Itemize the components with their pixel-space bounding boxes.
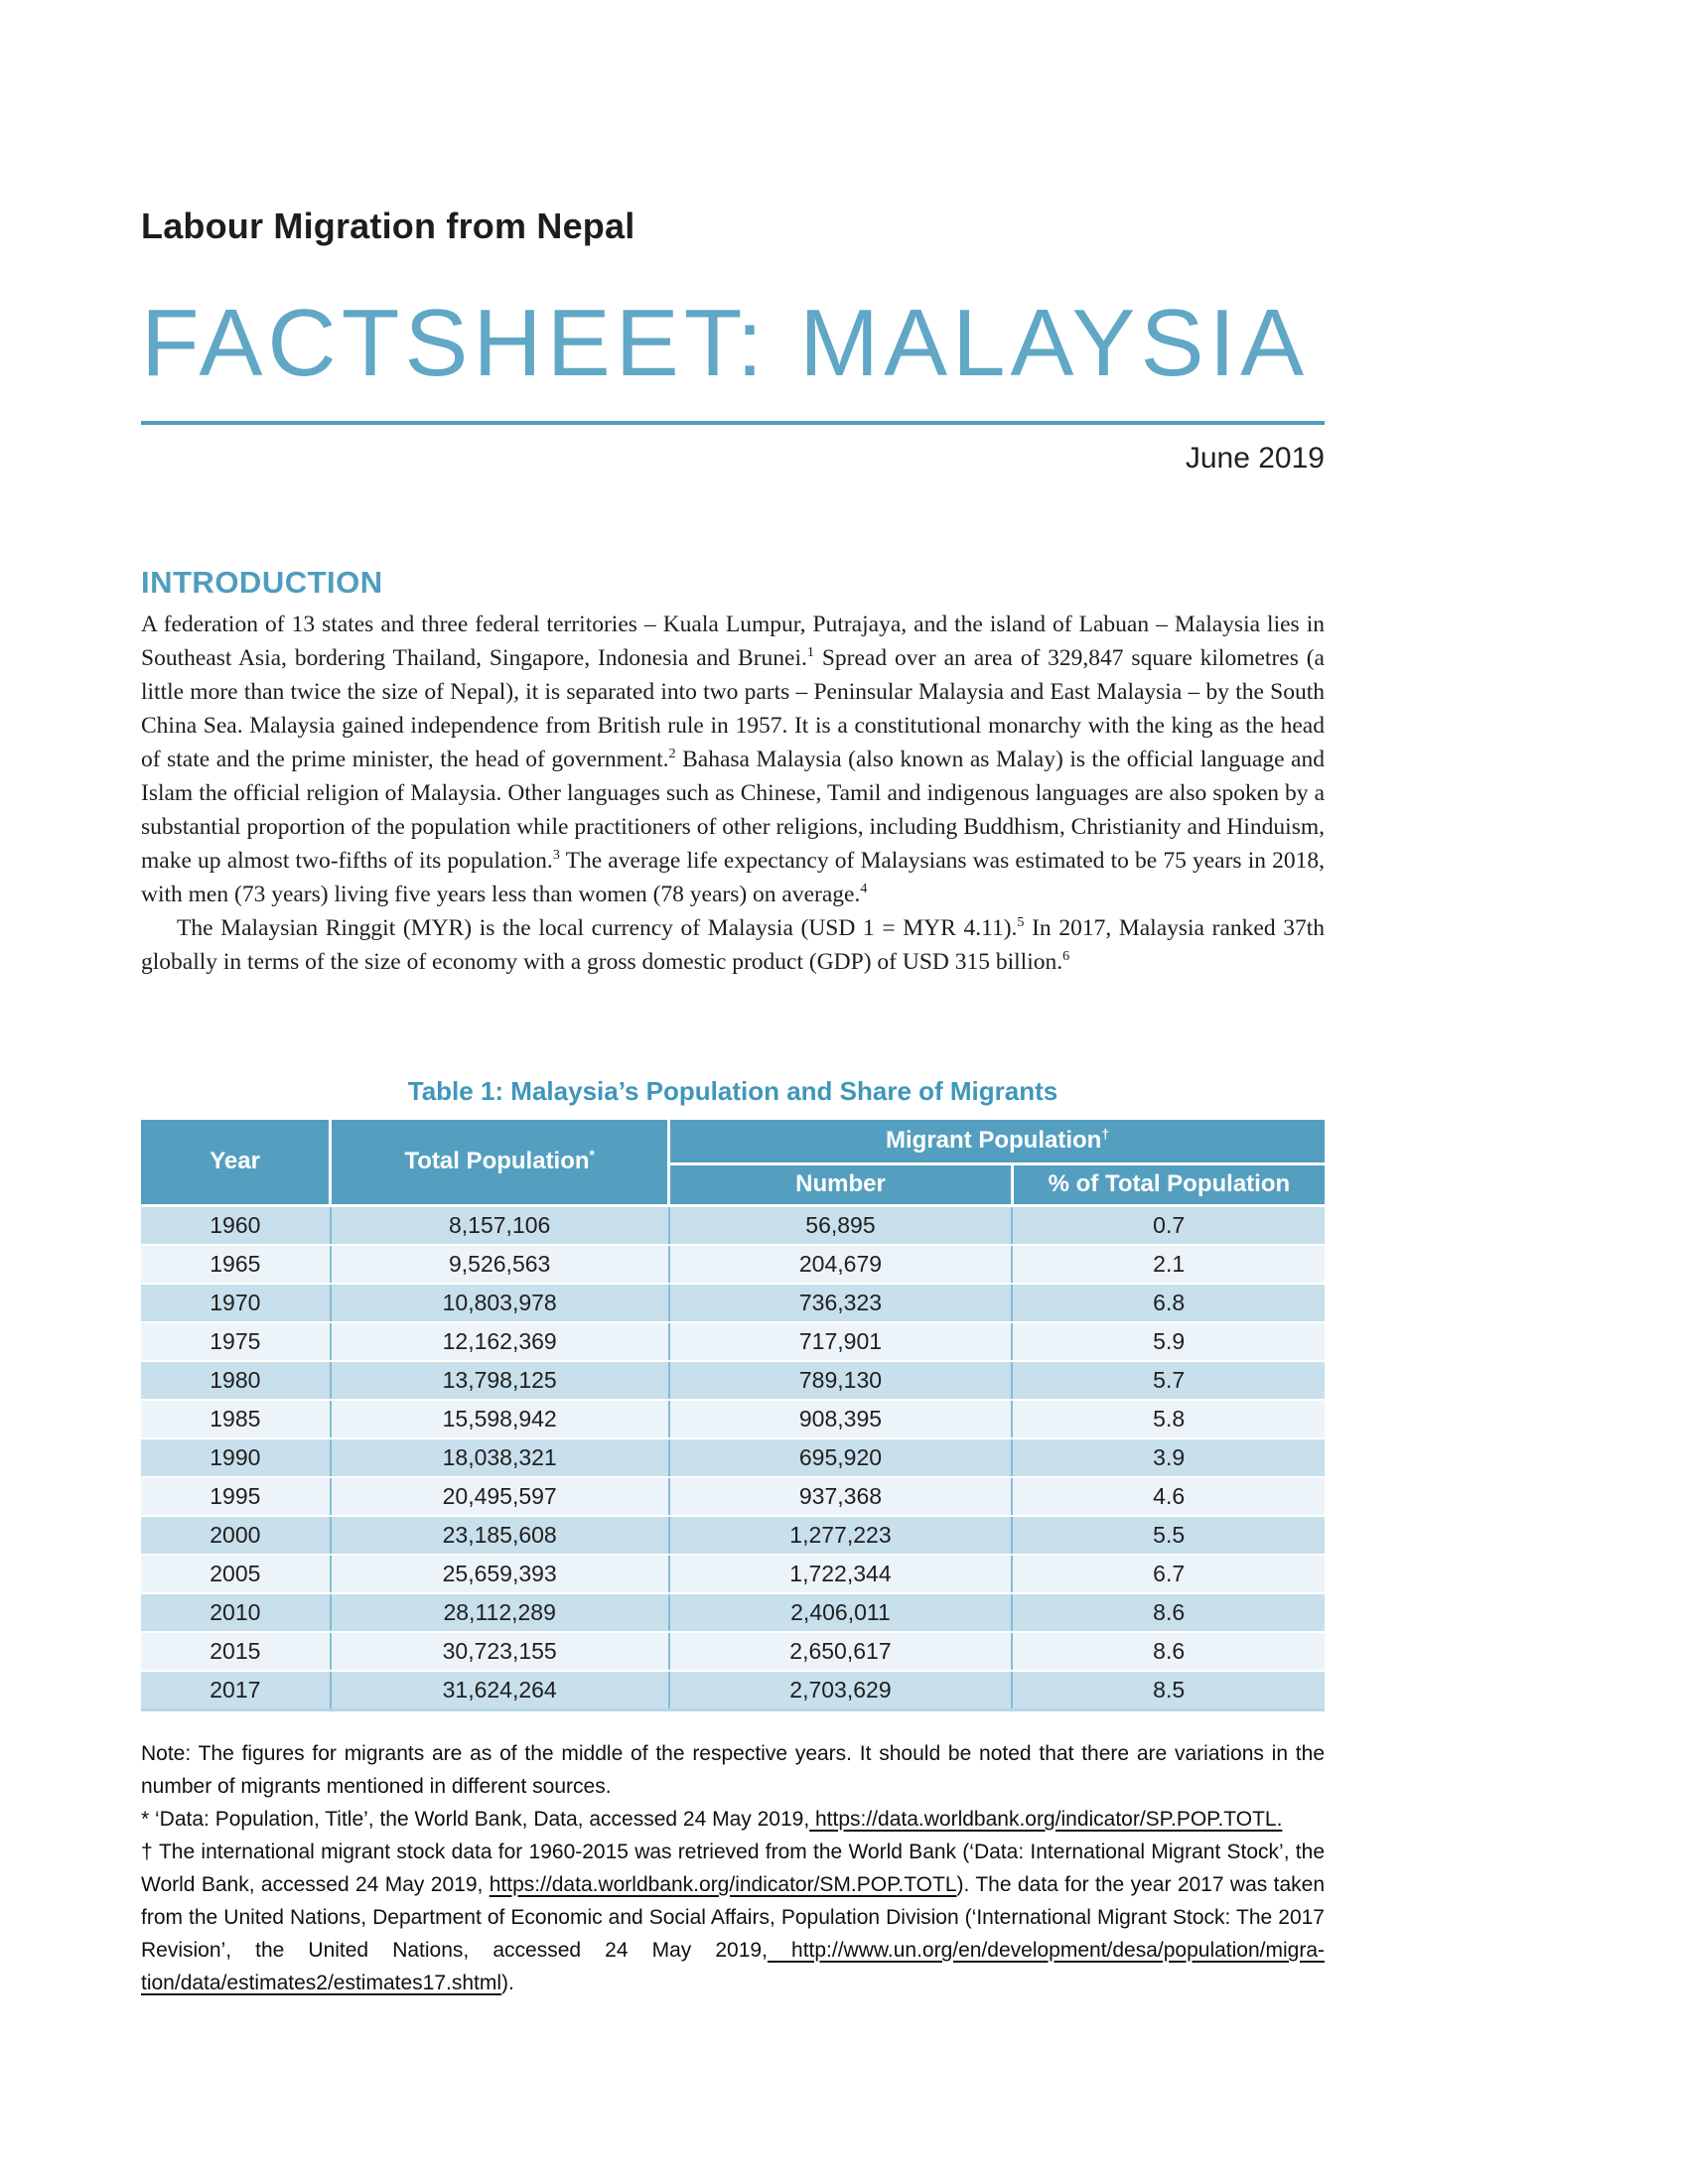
table-cell: 1960 (141, 1205, 331, 1245)
table-cell: 10,803,978 (331, 1284, 669, 1322)
intro-paragraph: The Malaysian Ringgit (MYR) is the local currency of Malaysia (USD 1 = MYR 4.11).$^5$ In 2017, Malaysia ranked 37th globally in terms of the size of economy with a gross domestic product (GDP) of USD 315 billion.$^6$ (141, 914, 1325, 975)
table-cell: 2,650,617 (669, 1632, 1013, 1671)
table-cell: 1,722,344 (669, 1555, 1013, 1593)
footnote-ref: 4 (860, 881, 868, 897)
table-cell: 908,395 (669, 1400, 1013, 1438)
table-cell: 1,277,223 (669, 1516, 1013, 1555)
table-cell: 5.5 (1012, 1516, 1325, 1555)
table-row (141, 1322, 1325, 1361)
dagger-footnote-marker: † (1101, 1126, 1110, 1143)
table-cell: 736,323 (669, 1284, 1013, 1322)
table-row (141, 1555, 1325, 1593)
table-cell: 2005 (141, 1555, 331, 1593)
table-cell: 9,526,563 (331, 1245, 669, 1284)
col-header-total-population (331, 1120, 669, 1205)
table-cell: 1975 (141, 1322, 331, 1361)
table-cell: 4.6 (1012, 1477, 1325, 1516)
table-cell: 20,495,597 (331, 1477, 669, 1516)
url-link[interactable]: https://data.worldbank.org/indicator/SM.POP.TOTL (489, 1872, 957, 1896)
page-title: FACTSHEET: MALAYSIA (141, 290, 1310, 396)
col-header-migrant-population-label: Migrant Population (886, 1127, 1102, 1155)
intro-paragraph: A federation of 13 states and three federal territories – Kuala Lumpur, Putrajaya, and the island of Labuan – Malaysia lies in Southeast Asia, bordering Thailand, Singapore, Indonesia and Brunei.$^1$ Spread over an area of 329,847 square kilometres (a little more than twice the size of Nepal), it is separated into two parts – Peninsular Malaysia and East Malaysia – by the South China Sea. Malaysia gained independence from British rule in 1957. It is a constitutional monarchy with the king as the head of state and the prime minister, the head of government.$^2$ Bahasa Malaysia (also known as Malay) is the official language and Islam the official religion of Malaysia. Other languages such as Chinese, Tamil and indigenous languages are also spoken by a substantial proportion of the population while practitioners of other religions, including Buddhism, Christianity and Hinduism, make up almost two-fifths of its population.$^3$ The average life expectancy of Malaysians was estimated to be 75 years in 2018, with men (73 years) living five years less than women (78 years) on average.$^4$ (141, 612, 1326, 907)
table-cell: 204,679 (669, 1245, 1013, 1284)
table-row (141, 1284, 1325, 1322)
table-cell: 25,659,393 (331, 1555, 669, 1593)
table-cell: 12,162,369 (331, 1322, 669, 1361)
table-cell: 8.6 (1012, 1593, 1325, 1632)
population-table-header (141, 1120, 1325, 1205)
table-row (141, 1516, 1325, 1555)
intro-paragraphs (141, 608, 1325, 979)
table-cell: 2010 (141, 1593, 331, 1632)
table-cell: 2017 (141, 1671, 331, 1710)
table-cell: 30,723,155 (331, 1632, 669, 1671)
table-cell: 5.8 (1012, 1400, 1325, 1438)
table-row (141, 1632, 1325, 1671)
note-paragraph: * ‘Data: Population, Title’, the World Bank, Data, accessed 24 May 2019, https://data.worldbank.org/indicator/SP.POP.TOTL. (141, 1807, 1283, 1831)
table-cell: 8.6 (1012, 1632, 1325, 1671)
url-link[interactable]: http://www.un.org/en/development/desa/population/migra-tion/data/estimates2/estimates17.shtml (141, 1938, 1326, 1994)
table-cell: 2,406,011 (669, 1593, 1013, 1632)
footnote-ref: 3 (552, 847, 560, 864)
table-cell: 23,185,608 (331, 1516, 669, 1555)
url-link[interactable]: https://data.worldbank.org/indicator/SP.POP.TOTL. (809, 1807, 1283, 1831)
notes (141, 1737, 1325, 1999)
intro-heading: INTRODUCTION (141, 565, 383, 600)
note-paragraph: † The international migrant stock data for 1960-2015 was retrieved from the World Bank (‘Data: International Migrant Stock’, the World Bank, accessed 24 May 2019, https://data.worldbank.org/indicator/SM.POP.TOTL). The data for the year 2017 was taken from the United Nations, Department of Economic and Social Affairs, Population Division (‘International Migrant Stock: The 2017 Revision’, the United Nations, accessed 24 May 2019, http://www.un.org/en/development/desa/population/migra-tion/data/estimates2/estimates17.shtml). (141, 1840, 1326, 1994)
footnote-ref: 6 (1062, 948, 1070, 965)
table-cell: 6.8 (1012, 1284, 1325, 1322)
note-paragraph: Note: The figures for migrants are as of the middle of the respective years. It should be noted that there are variations in the number of migrants mentioned in different sources. (141, 1741, 1325, 1798)
table-cell: 695,920 (669, 1438, 1013, 1477)
table-row (141, 1438, 1325, 1477)
population-table (141, 1120, 1325, 1711)
asterisk-footnote-marker: * (589, 1147, 595, 1163)
footnote-ref: 1 (806, 644, 814, 661)
col-header-total-population-label: Total Population (404, 1148, 590, 1175)
publication-date: June 2019 (1185, 442, 1325, 475)
table-cell: 1965 (141, 1245, 331, 1284)
col-header-migrant-population (669, 1120, 1325, 1163)
table-cell: 2015 (141, 1632, 331, 1671)
table-cell: 2.1 (1012, 1245, 1325, 1284)
table-cell: 1990 (141, 1438, 331, 1477)
footnote-ref: 2 (668, 746, 676, 762)
table-cell: 56,895 (669, 1205, 1013, 1245)
table-cell: 31,624,264 (331, 1671, 669, 1710)
table-cell: 8.5 (1012, 1671, 1325, 1710)
table-cell: 13,798,125 (331, 1361, 669, 1400)
table-cell: 15,598,942 (331, 1400, 669, 1438)
col-header-year: Year (141, 1120, 331, 1205)
content-column (141, 0, 1325, 1999)
title-rule (141, 421, 1325, 425)
table-title: Table 1: Malaysia’s Population and Share of Migrants (407, 1076, 1058, 1106)
table-cell: 1970 (141, 1284, 331, 1322)
table-cell: 8,157,106 (331, 1205, 669, 1245)
document-kicker: Labour Migration from Nepal (141, 205, 635, 246)
table-cell: 1985 (141, 1400, 331, 1438)
table-cell: 5.9 (1012, 1322, 1325, 1361)
table-cell: 28,112,289 (331, 1593, 669, 1632)
table-cell: 1980 (141, 1361, 331, 1400)
col-header-percent: % of Total Population (1012, 1163, 1325, 1205)
table-cell: 2,703,629 (669, 1671, 1013, 1710)
col-header-number: Number (669, 1163, 1013, 1205)
table-row (141, 1671, 1325, 1710)
table-row (141, 1400, 1325, 1438)
population-table-body (141, 1205, 1325, 1709)
table-row (141, 1205, 1325, 1245)
table-cell: 789,130 (669, 1361, 1013, 1400)
table-cell: 3.9 (1012, 1438, 1325, 1477)
table-cell: 1995 (141, 1477, 331, 1516)
table-row (141, 1477, 1325, 1516)
table-cell: 0.7 (1012, 1205, 1325, 1245)
table-cell: 6.7 (1012, 1555, 1325, 1593)
table-cell: 717,901 (669, 1322, 1013, 1361)
table-row (141, 1245, 1325, 1284)
table-cell: 937,368 (669, 1477, 1013, 1516)
table-row (141, 1593, 1325, 1632)
footnote-ref: 5 (1017, 914, 1025, 931)
table-row (141, 1361, 1325, 1400)
table-cell: 2000 (141, 1516, 331, 1555)
table-cell: 18,038,321 (331, 1438, 669, 1477)
table-cell: 5.7 (1012, 1361, 1325, 1400)
